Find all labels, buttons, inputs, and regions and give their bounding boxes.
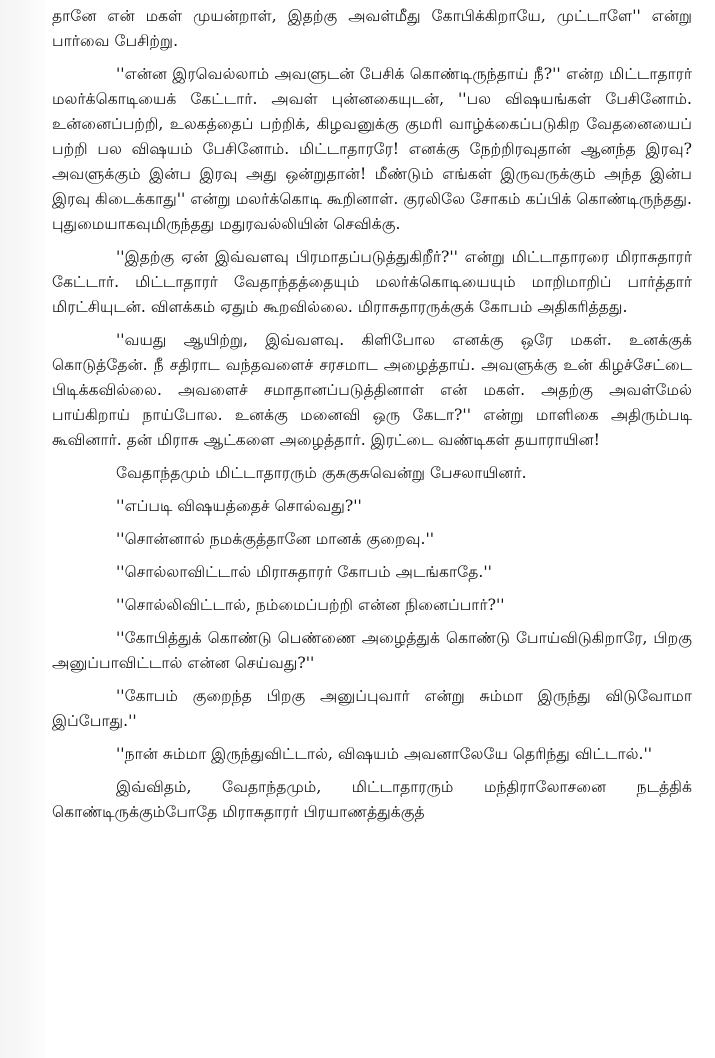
dialogue-line: ''சொல்லிவிட்டால், நம்மைப்பற்றி என்ன நினைப்பார்?'' (116, 596, 505, 614)
dialogue-line: ''சொன்னால் நமக்குத்தானே மானக் குறைவு.'' (116, 530, 435, 548)
dialogue-line: ''எப்படி விஷயத்தைச் சொல்வது?'' (116, 497, 362, 515)
paragraph: ''வயது ஆயிற்று, இவ்வளவு. கிளிபோல எனக்கு ஒரே மகள். உனக்குக் கொடுத்தேன். நீ சதிராட வந்தவளைச் சரசமாட அழைத்தாய். அவளுக்கு உன் கிழச்சேட்டை பிடிக்கவில்லை. அவளைச் சமாதானப்படுத்தினாள் என் மகள். அதற்கு அவள்மேல் பாய்கிறாய் நாய்போல. உனக்கு மனைவி ஒரு கேடா?'' என்று மாளிகை அதிரும்படி கூவினார். தன் மிராசு ஆட்களை அழைத்தார். இரட்டை வண்டிகள் தயாராயின! (52, 331, 692, 449)
dialogue-line: ''நான் சும்மா இருந்துவிட்டால், விஷயம் அவனாலேயே தெரிந்து விட்டால்.'' (116, 745, 653, 763)
dialogue-line: ''சொல்லாவிட்டால் மிராசுதாரர் கோபம் அடங்காதே.'' (116, 563, 492, 581)
dialogue-line: ''கோபித்துக் கொண்டு பெண்ணை அழைத்துக் கொண்டு போய்விடுகிறாரே, பிறகு அனுப்பாவிட்டால் என்ன செய்வது?'' (52, 629, 692, 672)
paragraph: தானே என் மகள் முயன்றாள், இதற்கு அவள்மீது கோபிக்கிறாயே, முட்டாளே'' என்று பார்வை பேசிற்று. (52, 7, 692, 50)
paragraph: வேதாந்தமும் மிட்டாதாரரும் குசுகுசுவென்று பேசலாயினர். (116, 464, 527, 482)
paragraph: இவ்விதம், வேதாந்தமும், மிட்டாதாரரும் மந்திராலோசனை நடத்திக் கொண்டிருக்கும்போதே மிராசுதாரர் பிரயாணத்துக்குத் (52, 778, 692, 821)
scan-shadow (0, 0, 46, 1058)
paragraph: ''என்ன இரவெல்லாம் அவளுடன் பேசிக் கொண்டிருந்தாய் நீ?'' என்ற மிட்டாதாரர் மலர்க்கொடியைக் கேட்டார். அவள் புன்னகையுடன், ''பல விஷயங்கள் பேசினோம். உன்னைப்பற்றி, உலகத்தைப் பற்றிக், கிழவனுக்கு குமரி வாழ்க்கைப்படுகிற வேதனையைப் பற்றி பல விஷயம் பேசினோம். மிட்டாதாரரே! எனக்கு நேற்றிரவுதான் ஆனந்த இரவு? அவளுக்கும் இன்ப இரவு அது ஒன்றுதான்! மீண்டும் எங்கள் இருவருக்கும் அந்த இன்ப இரவு கிடைக்காது'' என்று மலர்க்கொடி கூறினாள். குரலிலே சோகம் கப்பிக் கொண்டிருந்தது. புதுமையாகவுமிருந்தது மதுரவல்லியின் செவிக்கு. (52, 65, 692, 233)
dialogue-line: ''கோபம் குறைந்த பிறகு அனுப்புவார் என்று சும்மா இருந்து விடுவோமா இப்போது.'' (52, 687, 692, 730)
paragraph: ''இதற்கு ஏன் இவ்வளவு பிரமாதப்படுத்துகிறீர்?'' என்று மிட்டாதாரரை மிராசுதாரர் கேட்டார். மிட்டாதாரர் வேதாந்தத்தையும் மலர்க்கொடியையும் மாறிமாறிப் பார்த்தார் மிரட்சியுடன். விளக்கம் ஏதும் கூறவில்லை. மிராசுதாரருக்குக் கோபம் அதிகரித்தது. (52, 248, 692, 316)
page-body-text (52, 4, 692, 833)
